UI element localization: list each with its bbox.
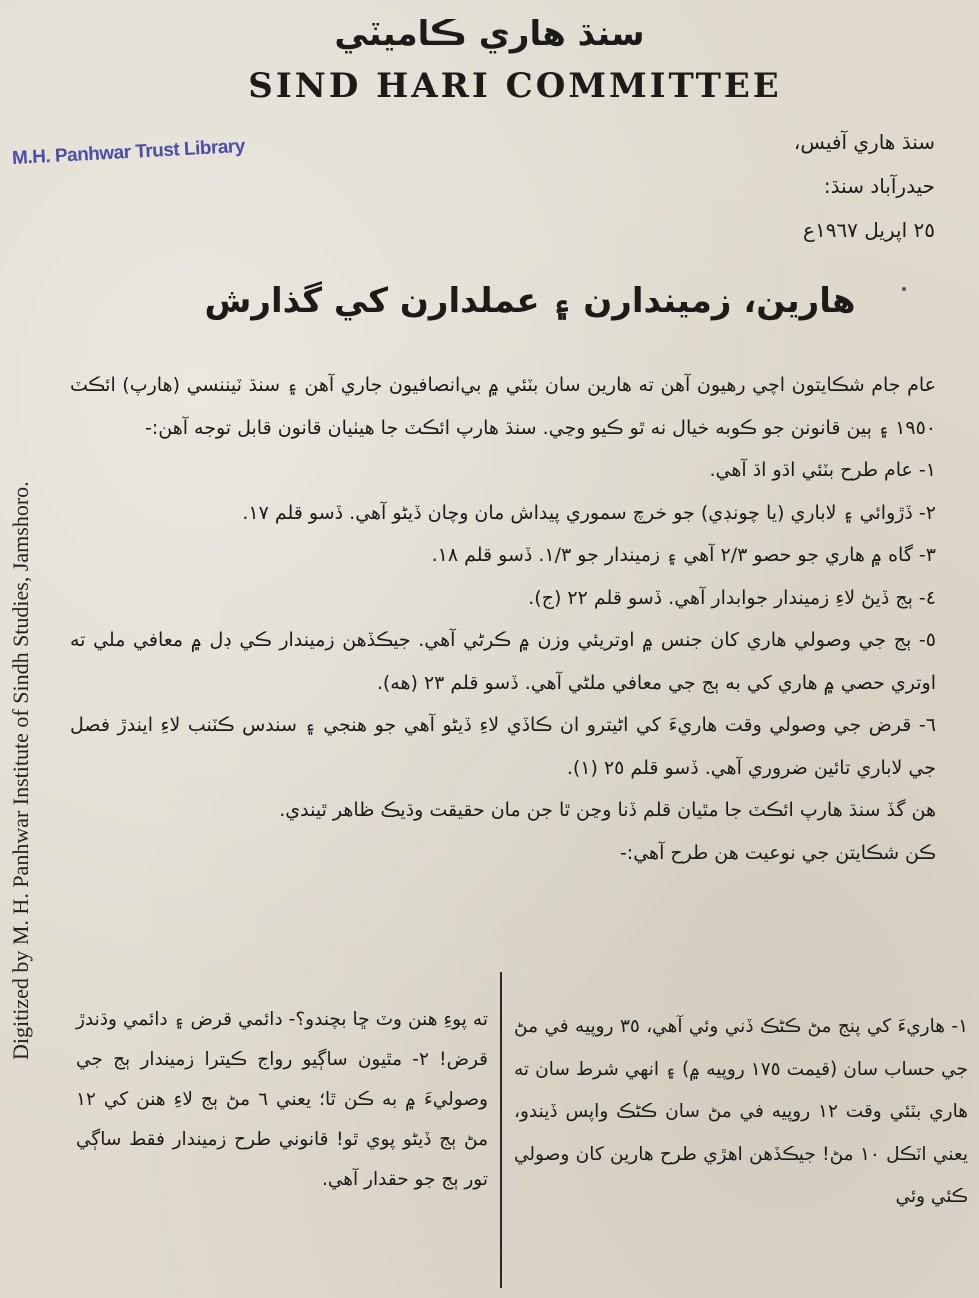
- office-address: [675, 120, 935, 252]
- letter-date: ٢٥ اپريل ١٩٦٧ع: [803, 218, 935, 242]
- complaints-intro: ڪن شڪايتن جي نوعيت هن طرح آهي:-: [619, 841, 936, 864]
- closing-paragraph: هن گڏ سنڌ هارپ ائڪٽ جا مٿيان قلم ڏنا وڃن ٿا جن مان حقيقت وڌيڪ ظاهر ٿيندي.: [279, 799, 936, 821]
- point-6: ٦- قرض جي وصولي وقت هاريءَ کي اڻيترو ان ڪاڏي لاءِ ڏيڻو آهي جو هنجي ۽ سندس ڪٽنب لاءِ ايندڙ فصل جي لاباري تائين ضروري آهي. ڏسو قلم ٢٥ (١).: [70, 714, 936, 779]
- column-left-text: ته پوءِ هنن وٽ ڇا بچندو؟- دائمي قرض ۽ دائمي وڌندڙ قرض! ٢- مٿيون ساڳيو رواج ڪيترا زميندار ٻج جي وصوليءَ ۾ به ڪن ٿا؛ يعني ٦ مڻ ٻج لاءِ هنن کي ١٢ مڻ ٻج ڏيڻو پوي ٿو! قانوني طرح زميندار فقط ساڳي تور ٻج جو حقدار آهي.: [76, 1009, 489, 1190]
- point-3: ٣- گاه ۾ هاري جو حصو ٢/٣ آهي ۽ زميندار جو ١/٣. ڏسو قلم ١٨.: [431, 544, 936, 566]
- address-line-office: سنڌ هاري آفيس،: [793, 130, 935, 154]
- document-title: هارين، زميندارن ۽ عملدارن کي گذارش: [204, 281, 856, 321]
- column-left: [76, 1000, 488, 1200]
- column-right-text: ١- هاريءَ کي پنج مڻ ڪڻڪ ڏني وئي آهي، ٣٥ روپيه في مڻ جي حساب سان (قيمت ١٧٥ روپيه ۾) ۽ انهي شرط سان ته هاري بٽئي وقت ١٢ روپيه في مڻ سان ڪڻڪ واپس ڏيندو، يعني اٽڪل ١٠ مڻ! جيڪڏهن اهڙي طرح هارين کان وصولي ڪئي وئي: [514, 1016, 969, 1207]
- committee-title-english: SIND HARI COMMITTEE: [248, 66, 782, 106]
- point-2: ٢- ڏڙوائي ۽ لاباري (يا چونڊي) جو خرچ سموري پيداش مان وچان ڏيڻو آهي. ڏسو قلم ١٧.: [242, 501, 936, 524]
- digitization-note: Digitized by M. H. Panhwar Institute of Sindh Studies, Jamshoro.: [8, 481, 33, 1060]
- column-divider: [500, 972, 502, 1288]
- committee-title-sindhi: سنڌ هاري ڪاميٽي: [334, 14, 645, 54]
- column-right: [514, 1006, 968, 1219]
- point-4: ٤- ٻج ڏيڻ لاءِ زميندار جوابدار آهي. ڏسو قلم ٢٢ (ج).: [528, 586, 936, 609]
- address-line-city: حيدرآباد سنڌ:: [823, 174, 935, 198]
- library-stamp: M.H. Panhwar Trust Library: [11, 135, 246, 170]
- document-body: [70, 364, 936, 874]
- point-1: ١- عام طرح بٽئي اڌو اڌ آهي.: [709, 459, 936, 481]
- intro-paragraph: عام جام شڪايتون اچي رهيون آهن ته هارين سان بٽئي ۾ بي‌انصافيون جاري آهن ۽ سنڌ ٽيننسي (هارپ) ائڪٽ ١٩٥٠ ۽ ٻين قانونن جو ڪوبه خيال نه ٿو ڪيو وڃي. سنڌ هارپ ائڪٽ جا هيٺيان قانون قابل توجه آهن:-: [70, 374, 936, 439]
- point-5: ٥- ٻج جي وصولي هاري کان جنس ۾ اوتريئي وزن ۾ ڪرڻي آهي. جيڪڏهن زميندار ڪي ڊل ۾ معافي ملي ته اوتري حصي ۾ هاري کي به ٻج جي معافي ملڻي آهي. ڏسو قلم ٢٣ (هه).: [70, 629, 936, 694]
